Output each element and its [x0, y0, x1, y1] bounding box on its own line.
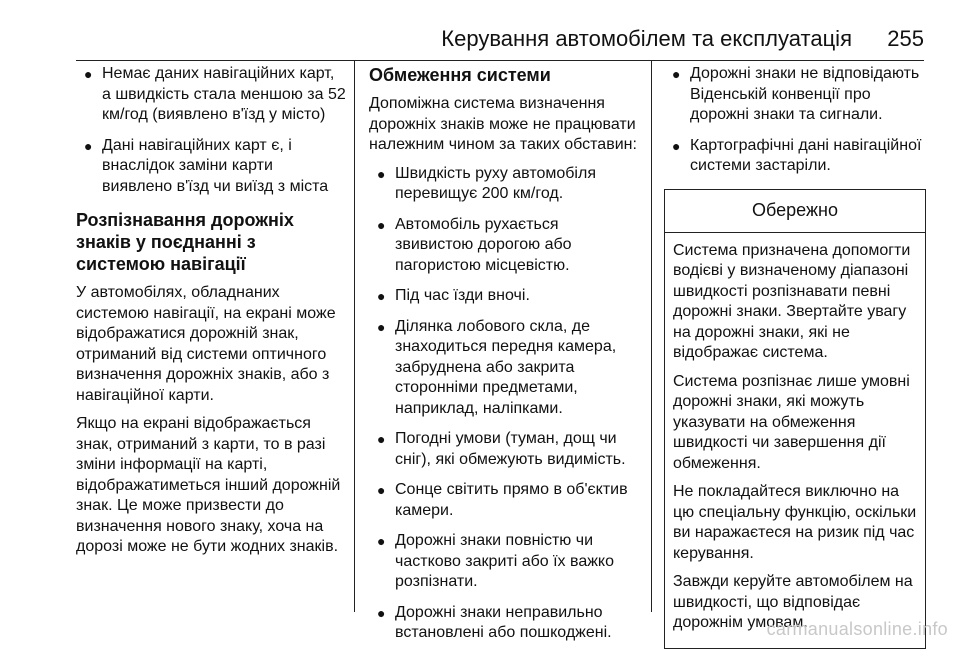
column-divider-2 — [651, 60, 652, 612]
list-item: ● Дорожні знаки повністю чи частково закриті або їх важко розпізнати. — [377, 532, 614, 590]
list-item: ● Дорожні знаки неправильно встановлені або пошкоджені. — [377, 603, 612, 641]
bullet-icon: ● — [377, 431, 386, 447]
bullet-icon: ● — [377, 165, 386, 182]
page-header — [0, 0, 960, 64]
section-heading: Обмеження системи — [369, 65, 551, 85]
bullet-icon: ● — [672, 66, 681, 82]
caution-title: Обережно — [665, 190, 925, 233]
bullet-icon: ● — [672, 137, 681, 154]
list-item: ● Ділянка лобового скла, де знаходиться передня камера, забруднена або закрита сторонніми предметами, наприклад, наліпками. — [377, 317, 617, 417]
bullet-icon: ● — [84, 137, 93, 154]
paragraph: Завжди керуйте автомобілем на швидкості, що відповідає дорожнім умовам. — [673, 573, 913, 631]
bullet-icon: ● — [377, 216, 386, 233]
list-item: ● Немає даних навігаційних карт, а швидкість стала меншою за 52 км/год (виявлено в'їзд у місто) — [84, 65, 346, 123]
list-item: ● Картографічні дані навігаційної системи застаріли. — [672, 136, 922, 174]
list-item: ● Дані навігаційних карт є, і внаслідок заміни карти виявлено в'їзд чи виїзд з міста — [84, 136, 329, 195]
column-2 — [369, 64, 641, 654]
bullet-icon: ● — [84, 66, 93, 82]
paragraph: Не покладайтеся виключно на цю спеціальну функцію, оскільки ви наражаєтеся на ризик під час керування. — [673, 483, 917, 562]
bullet-icon: ● — [377, 482, 386, 498]
column-1 — [76, 64, 346, 566]
paragraph: Система призначена допомогти водієві у визначеному діапазоні швидкості розпізнавати певні дорожні знаки. Звертайте увагу на дорожні знаки, які не відображає система. — [673, 241, 911, 361]
watermark: carmanualsonline.info — [766, 619, 948, 639]
header-divider — [76, 60, 924, 61]
paragraph: У автомобілях, обладнаних системою навігації, на екрані може відображатися дорожній знак, отриманий від системи оптичного визначення дорожніх знаків, або з навігаційної карти. — [76, 284, 336, 404]
paragraph: Система розпізнає лише умовні дорожні знаки, які можуть указувати на обмеження швидкості чи завершення дії обмеження. — [673, 372, 910, 472]
bullet-icon: ● — [377, 533, 386, 549]
list-item: ● Сонце світить прямо в об'єктив камери. — [377, 481, 628, 519]
section-heading: Розпізнавання дорожніх знаків у поєднанні з системою навігації — [76, 210, 294, 274]
bullet-icon: ● — [377, 604, 386, 621]
list-item: ● Погодні умови (туман, дощ чи сніг), які обмежують видимість. — [377, 430, 626, 468]
column-3 — [664, 64, 928, 649]
list-item: ● Автомобіль рухається звивистою дорогою або пагористою місцевістю. — [377, 215, 572, 274]
page-title: Керування автомобілем та експлуатація — [441, 26, 852, 51]
page-number: 255 — [887, 26, 924, 51]
list-item: ● Дорожні знаки не відповідають Віденській конвенції про дорожні знаки та сигнали. — [672, 65, 920, 123]
bullet-icon: ● — [377, 288, 386, 304]
column-divider-1 — [354, 60, 355, 612]
list-item: ● Під час їзди вночі. — [369, 286, 641, 307]
paragraph: Допоміжна система визначення дорожніх знаків може не працювати належним чином за таких обставин: — [369, 95, 637, 153]
caution-body — [665, 233, 925, 648]
paragraph: Якщо на екрані відображається знак, отриманий з карти, то в разі зміни інформації на карті, відображатиметься інший дорожній знак. Це може призвести до визначення нового знаку, хоча на дорозі може не бути жодних знаків. — [76, 415, 341, 555]
bullet-icon: ● — [377, 318, 386, 335]
list-item: ● Швидкість руху автомобіля перевищує 200 км/год. — [377, 164, 596, 202]
caution-box — [664, 189, 926, 649]
